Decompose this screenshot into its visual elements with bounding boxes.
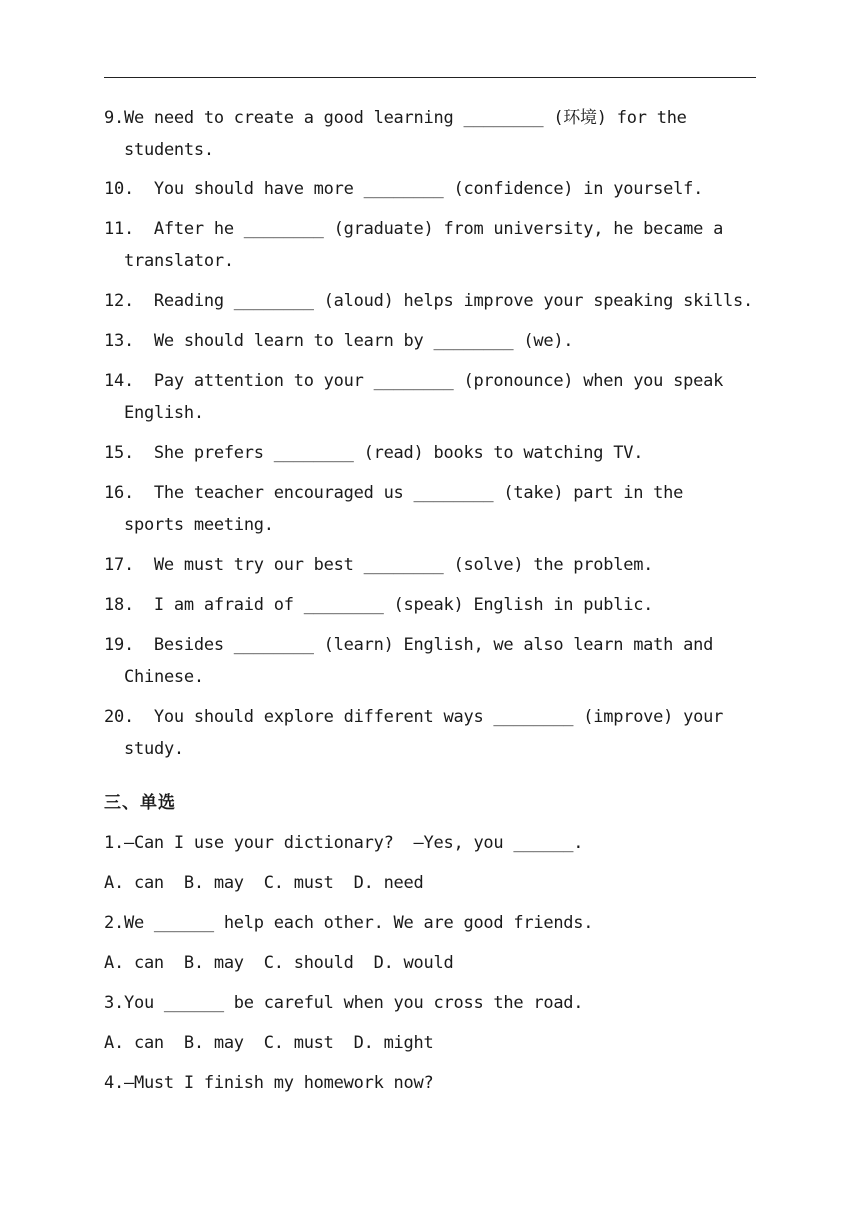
header-rule [104, 77, 756, 78]
mc-question-1-options: A. can B. may C. must D. need [104, 873, 424, 893]
question-9-continuation: students. [124, 140, 214, 160]
question-10: 10. You should have more ________ (confidence) in yourself. [104, 179, 704, 199]
question-12: 12. Reading ________ (aloud) helps improve your speaking skills. [104, 291, 754, 311]
mc-question-4: 4.—Must I finish my homework now? [104, 1073, 434, 1093]
question-19: 19. Besides ________ (learn) English, we also learn math and [104, 635, 714, 655]
question-11-continuation: translator. [124, 251, 234, 271]
question-9: 9.We need to create a good learning ________ (环境) for the [104, 108, 687, 128]
question-13: 13. We should learn to learn by ________ (we). [104, 331, 574, 351]
question-18: 18. I am afraid of ________ (speak) English in public. [104, 595, 654, 615]
question-15: 15. She prefers ________ (read) books to watching TV. [104, 443, 644, 463]
question-20-continuation: study. [124, 739, 184, 759]
question-17: 17. We must try our best ________ (solve) the problem. [104, 555, 654, 575]
question-14: 14. Pay attention to your ________ (pronounce) when you speak [104, 371, 724, 391]
question-14-continuation: English. [124, 403, 204, 423]
mc-question-3-options: A. can B. may C. must D. might [104, 1033, 434, 1053]
question-16-continuation: sports meeting. [124, 515, 274, 535]
mc-question-1: 1.—Can I use your dictionary? —Yes, you ______. [104, 833, 584, 853]
mc-question-2: 2.We ______ help each other. We are good friends. [104, 913, 594, 933]
mc-question-3: 3.You ______ be careful when you cross the road. [104, 993, 584, 1013]
section-title-single-choice: 三、单选 [104, 793, 176, 813]
question-16: 16. The teacher encouraged us ________ (take) part in the [104, 483, 684, 503]
question-11: 11. After he ________ (graduate) from university, he became a [104, 219, 724, 239]
question-20: 20. You should explore different ways ________ (improve) your [104, 707, 724, 727]
mc-question-2-options: A. can B. may C. should D. would [104, 953, 454, 973]
question-19-continuation: Chinese. [124, 667, 204, 687]
